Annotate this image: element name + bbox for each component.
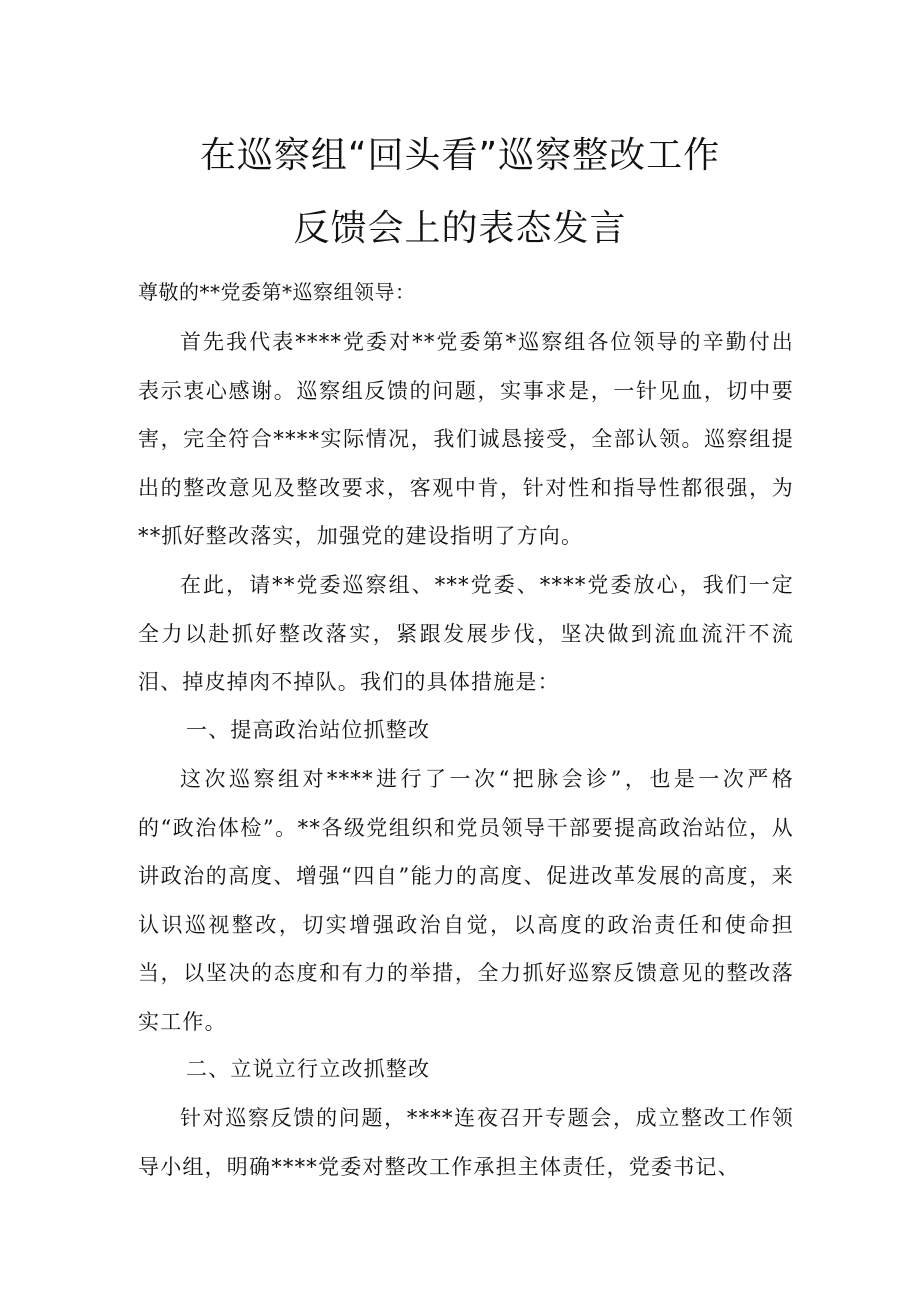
paragraph-thanks: 首先我代表****党委对**党委第*巡察组各位领导的辛勤付出表示衷心感谢。巡察组反馈的问题，实事求是，一针见血，切中要害，完全符合****实际情况，我们诚恳接受，全部认领。巡察组提出的整改意见及整改要求，客观中肯，针对性和指导性都很强，为**抓好整改落实，加强党的建设指明了方向。 [138,330,794,548]
salutation: 尊敬的**党委第*巡察组领导： [138,280,416,304]
paragraph-commitment: 在此，请**党委巡察组、***党委、****党委放心，我们一定全力以赴抓好整改落实，紧跟发展步伐，坚决做到流血流汗不流泪、掉皮掉肉不掉队。我们的具体措施是： [138,573,794,694]
document-title-line-2: 反馈会上的表态发言 [293,208,627,249]
section-heading-2: 二、立说立行立改抓整改 [186,1057,431,1081]
paragraph-immediate-action: 针对巡察反馈的问题，****连夜召开专题会，成立整改工作领导小组，明确****党委对整改工作承担主体责任，党委书记、 [138,1106,794,1179]
section-heading-1: 一、提高政治站位抓整改 [186,718,431,742]
document-title-line-1: 在巡察组“回头看”巡察整改工作 [199,135,721,176]
paragraph-political-stance: 这次巡察组对****进行了一次“把脉会诊”，也是一次严格的“政治体检”。**各级党组织和党员领导干部要提高政治站位，从讲政治的高度、增强“四自”能力的高度、促进改革发展的高度，来认识巡视整改，切实增强政治自觉，以高度的政治责任和使命担当，以坚决的态度和有力的举措，全力抓好巡察反馈意见的整改落实工作。 [138,767,794,1034]
